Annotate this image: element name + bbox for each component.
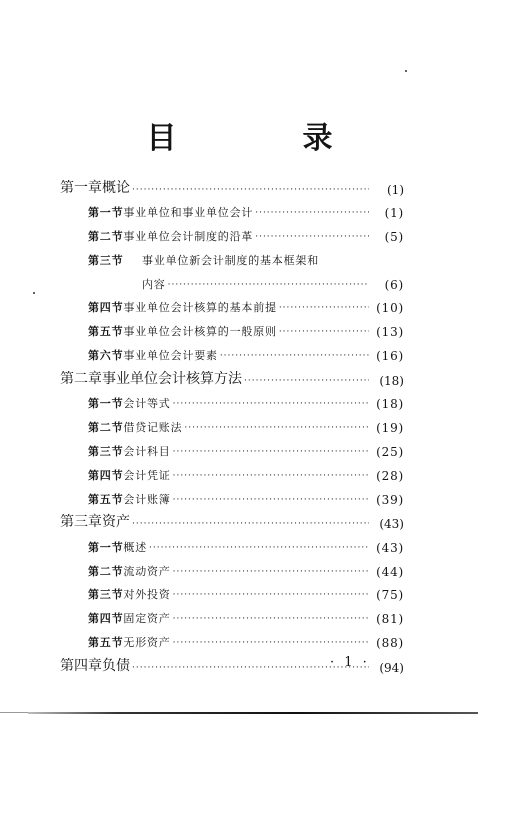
dot-leader: [255, 208, 369, 218]
toc-section-entry[interactable]: [60, 435, 404, 459]
toc-page-number: (10): [376, 301, 404, 316]
toc-page-number: (88): [376, 636, 404, 651]
toc-page-number: (25): [376, 444, 404, 459]
toc-page-number: (75): [376, 588, 404, 603]
toc-entry-continuation[interactable]: [60, 268, 404, 292]
toc-entry-number: 第一节: [88, 206, 124, 220]
toc-entry-title: 概述: [123, 540, 148, 554]
toc-entry-title: 固定资产: [123, 612, 171, 626]
toc-entry-title: 流动资产: [123, 564, 171, 578]
toc-page-number: (43): [379, 517, 404, 532]
toc-page-number: (1): [387, 182, 404, 197]
toc-page-number: (94): [379, 660, 404, 675]
dot-leader: [173, 495, 369, 505]
toc-section-entry[interactable]: [60, 626, 404, 650]
toc-entry-number: 第二章: [60, 370, 102, 387]
toc-entry-number: 第一节: [88, 540, 124, 554]
toc-entry-title: 事业单位新会计制度的基本框架和: [142, 253, 319, 267]
toc-entry-number: 第四章: [60, 657, 102, 674]
toc-section-entry[interactable]: [60, 339, 404, 363]
dot-leader: [173, 567, 369, 577]
dot-leader: [173, 614, 369, 624]
toc-entry-number: 第二节: [88, 421, 124, 435]
ink-speck: [33, 292, 35, 294]
toc-section-entry[interactable]: [60, 531, 404, 555]
toc-page-number: (44): [376, 564, 404, 579]
toc-entry-title: 事业单位会计核算的基本前提: [123, 301, 277, 315]
toc-page-number: (13): [376, 325, 404, 340]
toc-section-entry[interactable]: [60, 388, 404, 412]
toc-entry-number: 第三章: [60, 514, 102, 531]
scan-edge-line: [0, 712, 30, 713]
toc-section-entry[interactable]: [60, 411, 404, 435]
dot-leader: [149, 543, 369, 553]
ink-speck: [405, 70, 407, 72]
toc-entry-title: 事业单位会计要素: [123, 349, 218, 363]
toc-section-entry[interactable]: [60, 555, 404, 579]
dot-leader: [132, 185, 369, 195]
toc-section-entry[interactable]: [60, 579, 404, 603]
toc-page-number: (16): [376, 349, 404, 364]
toc-entry-title: 会计等式: [123, 397, 171, 411]
dot-leader: [184, 423, 369, 433]
toc-page-number: (81): [376, 612, 404, 627]
toc-section-entry[interactable]: [60, 197, 404, 221]
toc-entry-title: 对外投资: [123, 588, 171, 602]
toc-section-entry[interactable]: [60, 292, 404, 316]
toc-page-number: (1): [384, 206, 404, 221]
toc-chapter-entry[interactable]: [60, 363, 404, 388]
toc-chapter-entry[interactable]: [60, 507, 404, 532]
dot-leader: [173, 590, 369, 600]
scan-bottom-rule: [28, 712, 478, 714]
toc-entry-number: 第六节: [88, 349, 124, 363]
toc-entry-title: 概论: [102, 179, 130, 196]
toc-entry-number: 第三节: [88, 253, 124, 267]
toc-section-entry[interactable]: [60, 459, 404, 483]
toc-page-number: (19): [376, 421, 404, 436]
dot-leader: [173, 447, 369, 457]
toc-entry-number: 第一节: [88, 397, 124, 411]
dot-leader: [132, 519, 369, 529]
dot-leader: [279, 303, 369, 313]
toc-page-number: (18): [376, 397, 404, 412]
toc-page-number: (39): [376, 492, 404, 507]
toc-section-entry[interactable]: [60, 483, 404, 507]
toc-page-number: (6): [384, 277, 404, 292]
toc-entry-number: 第二节: [88, 564, 124, 578]
dot-leader: [173, 471, 369, 481]
dot-leader: [220, 351, 369, 361]
page-title: 目 录: [146, 121, 381, 156]
toc-entry-number: 第三节: [88, 588, 124, 602]
toc-entry-number: 第四节: [88, 468, 124, 482]
toc-entry-number: 第五节: [88, 325, 124, 339]
toc-entry-title: 事业单位会计核算方法: [102, 370, 242, 387]
toc-entry-number: 第一章: [60, 179, 102, 196]
toc-entry-title: 负债: [102, 657, 130, 674]
toc-section-entry[interactable]: [60, 244, 404, 268]
dot-leader: [173, 638, 369, 648]
dot-leader: [173, 399, 369, 409]
page-number-footer: · 1 ·: [330, 655, 370, 670]
table-of-contents: [60, 172, 404, 675]
toc-entry-number: 第三节: [88, 444, 124, 458]
toc-entry-title: 事业单位会计核算的一般原则: [123, 325, 277, 339]
toc-entry-title: 资产: [102, 514, 130, 531]
toc-entry-title: 事业单位和事业单位会计: [123, 206, 254, 220]
toc-entry-number: 第四节: [88, 612, 124, 626]
toc-page-number: (43): [376, 540, 404, 555]
toc-chapter-entry[interactable]: [60, 172, 404, 197]
toc-page-number: (18): [379, 373, 404, 388]
dot-leader: [255, 232, 369, 242]
toc-entry-title: 事业单位会计制度的沿革: [123, 230, 254, 244]
dot-leader: [168, 280, 369, 290]
toc-entry-title: 无形资产: [123, 636, 171, 650]
toc-entry-title: 会计科目: [123, 444, 171, 458]
toc-section-entry[interactable]: [60, 220, 404, 244]
toc-entry-number: 第四节: [88, 301, 124, 315]
toc-page-number: (28): [376, 468, 404, 483]
toc-entry-title: 会计账簿: [123, 492, 171, 506]
dot-leader: [279, 327, 369, 337]
toc-entry-title: 借贷记账法: [123, 421, 183, 435]
toc-entry-number: 第五节: [88, 636, 124, 650]
toc-entry-title: 会计凭证: [123, 468, 171, 482]
toc-entry-number: 第五节: [88, 492, 124, 506]
toc-entry-title: 内容: [142, 277, 166, 291]
toc-page-number: (5): [384, 230, 404, 245]
toc-entry-number: 第二节: [88, 230, 124, 244]
dot-leader: [244, 376, 369, 386]
toc-section-entry[interactable]: [60, 602, 404, 626]
toc-section-entry[interactable]: [60, 315, 404, 339]
